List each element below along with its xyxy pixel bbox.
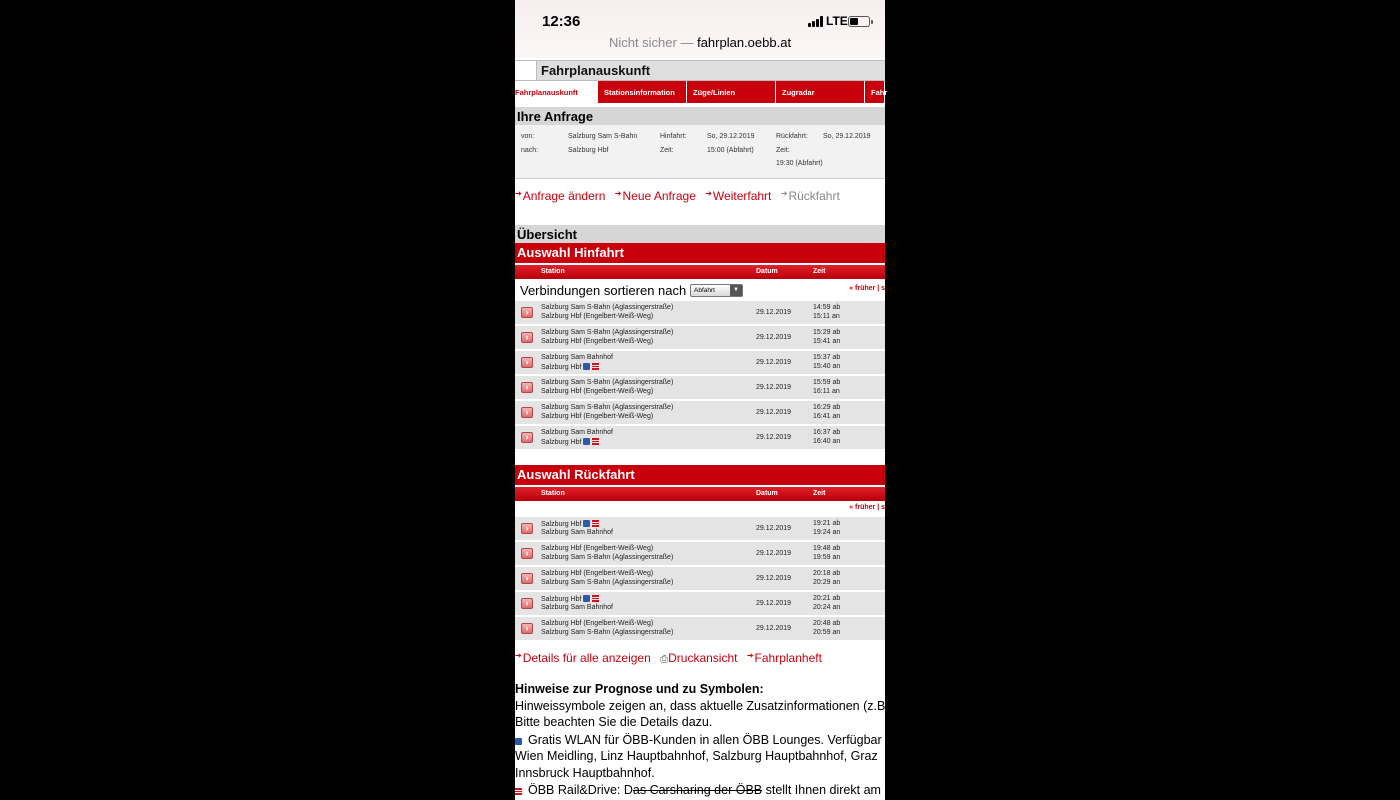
signal-icon bbox=[808, 16, 824, 27]
status-time: 12:36 bbox=[542, 13, 581, 30]
to-name: Salzburg Hbf bbox=[541, 364, 582, 371]
to-name: Salzburg Hbf (Engelbert-Weiß-Weg) bbox=[541, 313, 654, 320]
return-time: 19:30 (Abfahrt) bbox=[776, 160, 823, 167]
rail-text: ÖBB Rail&Drive: D bbox=[528, 783, 633, 797]
rail-text-suffix: stellt Ihnen direkt am bbox=[762, 783, 881, 797]
security-label: Nicht sicher — bbox=[608, 35, 694, 50]
row-date: 29.12.2019 bbox=[756, 359, 792, 366]
from-name: Salzburg Sam Bahnhof bbox=[541, 429, 613, 436]
print-view-link[interactable] bbox=[660, 651, 737, 665]
row-date: 29.12.2019 bbox=[756, 600, 792, 607]
from-name: Salzburg Hbf bbox=[541, 521, 582, 528]
outbound-heading: Auswahl Hinfahrt bbox=[515, 243, 885, 263]
app-header bbox=[515, 60, 885, 81]
url-domain: fahrplan.oebb.at bbox=[697, 35, 792, 50]
row-arrival: 15:41 an bbox=[813, 338, 841, 345]
connection-row[interactable] bbox=[515, 426, 885, 449]
row-departure: 16:37 ab bbox=[813, 429, 841, 436]
rail-drive-icon bbox=[515, 788, 522, 795]
row-from-station bbox=[541, 620, 653, 627]
connection-row[interactable] bbox=[515, 517, 885, 540]
row-arrival: 20:24 an bbox=[813, 604, 841, 611]
row-from-station bbox=[541, 545, 653, 552]
arrow-icon: ➔ bbox=[746, 651, 754, 660]
from-value: Salzburg Sam S-Bahn bbox=[568, 133, 638, 140]
rail-drive-icon bbox=[592, 520, 599, 527]
row-arrival: 16:40 an bbox=[813, 438, 841, 445]
col-time: Zeit bbox=[813, 268, 826, 275]
notes-section bbox=[515, 681, 885, 799]
return-date: So, 29.12.2019 bbox=[823, 133, 871, 140]
from-label: von: bbox=[521, 133, 535, 140]
row-arrival: 19:24 an bbox=[813, 529, 841, 536]
row-arrival: 20:59 an bbox=[813, 629, 841, 636]
sort-label: Verbindungen sortieren nach bbox=[520, 283, 687, 298]
expand-chevron-icon[interactable]: › bbox=[521, 623, 533, 634]
row-to-station bbox=[541, 413, 653, 420]
row-date: 29.12.2019 bbox=[756, 384, 792, 391]
row-date: 29.12.2019 bbox=[756, 434, 792, 441]
rail-drive-icon bbox=[592, 595, 599, 602]
outbound-time-label: Zeit: bbox=[660, 147, 674, 154]
row-to-station bbox=[541, 438, 599, 446]
print-view-label: Druckansicht bbox=[668, 651, 738, 665]
return-column-header bbox=[515, 487, 885, 501]
row-from-station bbox=[541, 379, 673, 386]
details-all-label: Details für alle anzeigen bbox=[522, 651, 651, 665]
return-time-label: Zeit: bbox=[776, 147, 790, 154]
request-summary bbox=[515, 125, 885, 179]
change-request-label: Anfrage ändern bbox=[522, 189, 606, 203]
outbound-label: Hinfahrt: bbox=[660, 133, 687, 140]
from-name: Salzburg Sam S-Bahn (Aglassingerstraße) bbox=[541, 404, 674, 411]
arrow-icon: ➔ bbox=[515, 189, 522, 198]
connection-row[interactable] bbox=[515, 376, 885, 399]
to-label: nach: bbox=[521, 147, 539, 154]
change-request-link[interactable] bbox=[515, 189, 605, 203]
rail-text-strike: as Carsharing der ÖBB bbox=[632, 783, 763, 797]
battery-level bbox=[850, 18, 858, 25]
row-to-station bbox=[541, 629, 673, 636]
wlan-note-line: Wien Meidling, Linz Hauptbahnhof, Salzburg Hauptbahnhof, Graz bbox=[515, 749, 878, 763]
wlan-text: Gratis WLAN für ÖBB-Kunden in allen ÖBB Lounges. Verfügbar bbox=[528, 732, 882, 747]
timetable-booklet-label: Fahrplanheft bbox=[754, 651, 822, 665]
to-name: Salzburg Sam Bahnhof bbox=[541, 529, 613, 536]
main-tabs bbox=[515, 81, 888, 103]
network-type: LTE bbox=[826, 14, 848, 28]
expand-chevron-icon[interactable]: › bbox=[521, 432, 533, 443]
row-from-station bbox=[541, 404, 673, 411]
col-station: Station bbox=[541, 490, 565, 497]
to-name: Salzburg Sam S-Bahn (Aglassingerstraße) bbox=[541, 579, 674, 586]
arrow-icon: ➔ bbox=[614, 189, 622, 198]
sort-value: Abfahrt bbox=[694, 287, 715, 294]
return-trip-label: Rückfahrt bbox=[788, 189, 840, 203]
to-name: Salzburg Sam S-Bahn (Aglassingerstraße) bbox=[541, 554, 674, 561]
col-time: Zeit bbox=[813, 490, 826, 497]
arrow-icon: ➔ bbox=[780, 189, 788, 198]
printer-icon: ⎙ bbox=[660, 654, 669, 665]
row-to-station bbox=[541, 554, 673, 561]
phone-screen bbox=[515, 0, 888, 800]
row-departure: 16:29 ab bbox=[813, 404, 841, 411]
row-departure: 19:48 ab bbox=[813, 545, 841, 552]
request-heading: Ihre Anfrage bbox=[515, 107, 885, 125]
col-date: Datum bbox=[756, 490, 778, 497]
to-name: Salzburg Hbf (Engelbert-Weiß-Weg) bbox=[541, 413, 654, 420]
row-arrival: 15:11 an bbox=[813, 313, 840, 320]
notes-title: Hinweise zur Prognose und zu Symbolen: bbox=[515, 682, 764, 696]
arrow-icon: ➔ bbox=[705, 189, 712, 198]
to-name: Salzburg Sam Bahnhof bbox=[541, 604, 613, 611]
from-name: Salzburg Hbf (Engelbert-Weiß-Weg) bbox=[541, 545, 654, 552]
onward-trip-link[interactable] bbox=[705, 189, 771, 203]
expand-chevron-icon[interactable]: › bbox=[521, 407, 533, 418]
wifi-icon bbox=[583, 363, 590, 370]
row-from-station bbox=[541, 354, 613, 361]
result-actions bbox=[515, 651, 885, 665]
connection-row[interactable] bbox=[515, 567, 885, 590]
row-from-station bbox=[541, 595, 599, 603]
wifi-icon bbox=[583, 438, 590, 445]
row-date: 29.12.2019 bbox=[756, 625, 792, 632]
rail-drive-icon bbox=[592, 363, 599, 370]
outbound-date: So, 29.12.2019 bbox=[707, 133, 755, 140]
expand-chevron-icon[interactable]: › bbox=[521, 548, 533, 559]
row-arrival: 20:29 an bbox=[813, 579, 841, 586]
sort-select[interactable] bbox=[690, 284, 743, 297]
to-name: Salzburg Hbf (Engelbert-Weiß-Weg) bbox=[541, 388, 654, 395]
from-name: Salzburg Sam S-Bahn (Aglassingerstraße) bbox=[541, 329, 674, 336]
row-to-station bbox=[541, 338, 653, 345]
col-date: Datum bbox=[756, 268, 778, 275]
row-arrival: 16:41 an bbox=[813, 413, 841, 420]
battery-icon bbox=[848, 16, 870, 27]
tab-stationsinformation[interactable]: Stationsinformation bbox=[598, 81, 687, 103]
row-to-station bbox=[541, 363, 599, 371]
row-departure: 14:59 ab bbox=[813, 304, 841, 311]
connection-row[interactable] bbox=[515, 542, 885, 565]
from-name: Salzburg Sam S-Bahn (Aglassingerstraße) bbox=[541, 304, 674, 311]
expand-chevron-icon[interactable]: › bbox=[521, 307, 533, 318]
row-departure: 20:21 ab bbox=[813, 595, 841, 602]
request-actions bbox=[515, 189, 885, 203]
connection-row[interactable] bbox=[515, 401, 885, 424]
row-to-station bbox=[541, 388, 653, 395]
row-departure: 15:29 ab bbox=[813, 329, 841, 336]
row-to-station bbox=[541, 604, 613, 611]
row-from-station bbox=[541, 570, 653, 577]
overview-heading: Übersicht bbox=[515, 225, 885, 243]
timetable-booklet-link[interactable] bbox=[747, 651, 822, 665]
wifi-icon bbox=[583, 520, 590, 527]
new-request-label: Neue Anfrage bbox=[622, 189, 696, 203]
wifi-icon bbox=[583, 595, 590, 602]
row-date: 29.12.2019 bbox=[756, 309, 792, 316]
row-date: 29.12.2019 bbox=[756, 334, 792, 341]
rail-drive-note bbox=[515, 782, 885, 799]
status-bar bbox=[515, 0, 885, 58]
row-date: 29.12.2019 bbox=[756, 525, 792, 532]
to-value: Salzburg Hbf bbox=[568, 147, 609, 154]
return-heading: Auswahl Rückfahrt bbox=[515, 465, 885, 485]
tab-fahrplanauskunft[interactable]: Fahrplanauskunft bbox=[515, 81, 598, 103]
expand-chevron-icon[interactable]: › bbox=[521, 382, 533, 393]
header-spacer bbox=[515, 60, 537, 81]
col-station: Station bbox=[541, 268, 565, 275]
details-all-link[interactable] bbox=[515, 651, 651, 665]
to-name: Salzburg Hbf (Engelbert-Weiß-Weg) bbox=[541, 338, 654, 345]
from-name: Salzburg Sam Bahnhof bbox=[541, 354, 613, 361]
wifi-icon bbox=[515, 738, 522, 745]
sort-row bbox=[515, 281, 885, 301]
to-name: Salzburg Hbf bbox=[541, 439, 582, 446]
expand-chevron-icon[interactable]: › bbox=[521, 523, 533, 534]
wlan-note-line: Innsbruck Hauptbahnhof. bbox=[515, 765, 655, 780]
row-departure: 20:48 ab bbox=[813, 620, 841, 627]
row-from-station bbox=[541, 429, 613, 436]
rail-drive-icon bbox=[592, 438, 599, 445]
expand-chevron-icon[interactable]: › bbox=[521, 573, 533, 584]
row-departure: 19:21 ab bbox=[813, 520, 841, 527]
row-arrival: 19:59 an bbox=[813, 554, 841, 561]
connection-row[interactable] bbox=[515, 326, 885, 349]
row-date: 29.12.2019 bbox=[756, 409, 792, 416]
url-bar[interactable] bbox=[515, 35, 885, 50]
new-request-link[interactable] bbox=[615, 189, 696, 203]
from-name: Salzburg Hbf (Engelbert-Weiß-Weg) bbox=[541, 570, 654, 577]
connection-row[interactable] bbox=[515, 301, 885, 324]
connection-row[interactable] bbox=[515, 617, 885, 640]
to-name: Salzburg Sam S-Bahn (Aglassingerstraße) bbox=[541, 629, 674, 636]
row-to-station bbox=[541, 529, 613, 536]
row-departure: 15:37 ab bbox=[813, 354, 841, 361]
connection-row[interactable] bbox=[515, 592, 885, 615]
expand-chevron-icon[interactable]: › bbox=[521, 357, 533, 368]
outbound-column-header bbox=[515, 265, 885, 279]
row-arrival: 15:40 an bbox=[813, 363, 841, 370]
row-departure: 20:18 ab bbox=[813, 570, 841, 577]
connection-row[interactable] bbox=[515, 351, 885, 374]
return-pager[interactable]: « früher | s bbox=[849, 504, 885, 511]
from-name: Salzburg Sam S-Bahn (Aglassingerstraße) bbox=[541, 379, 674, 386]
return-label: Rückfahrt: bbox=[776, 133, 808, 140]
return-trip-link[interactable] bbox=[781, 189, 840, 203]
row-to-station bbox=[541, 313, 653, 320]
from-name: Salzburg Hbf bbox=[541, 596, 582, 603]
notes-line: Bitte beachten Sie die Details dazu. bbox=[515, 715, 713, 729]
row-departure: 15:59 ab bbox=[813, 379, 841, 386]
onward-trip-label: Weiterfahrt bbox=[712, 189, 772, 203]
chevron-down-icon: ▼ bbox=[730, 285, 742, 296]
wlan-note bbox=[515, 732, 885, 749]
tab-zugradar[interactable]: Zugradar bbox=[776, 81, 865, 103]
row-from-station bbox=[541, 329, 673, 336]
from-name: Salzburg Hbf (Engelbert-Weiß-Weg) bbox=[541, 620, 654, 627]
arrow-icon: ➔ bbox=[515, 651, 522, 660]
expand-chevron-icon[interactable]: › bbox=[521, 598, 533, 609]
outbound-time: 15:00 (Abfahrt) bbox=[707, 147, 754, 154]
row-date: 29.12.2019 bbox=[756, 575, 792, 582]
tab-zuege-linien[interactable]: Züge/Linien bbox=[687, 81, 776, 103]
row-from-station bbox=[541, 304, 673, 311]
row-to-station bbox=[541, 579, 673, 586]
tab-fahrplan[interactable]: Fahr bbox=[865, 81, 885, 103]
notes-line: Hinweissymbole zeigen an, dass aktuelle Zusatzinformationen (z.B bbox=[515, 698, 886, 713]
outbound-pager[interactable]: « früher | s bbox=[849, 285, 885, 292]
row-date: 29.12.2019 bbox=[756, 550, 792, 557]
page-title: Fahrplanauskunft bbox=[537, 60, 885, 81]
row-arrival: 16:11 an bbox=[813, 388, 840, 395]
row-from-station bbox=[541, 520, 599, 528]
expand-chevron-icon[interactable]: › bbox=[521, 332, 533, 343]
